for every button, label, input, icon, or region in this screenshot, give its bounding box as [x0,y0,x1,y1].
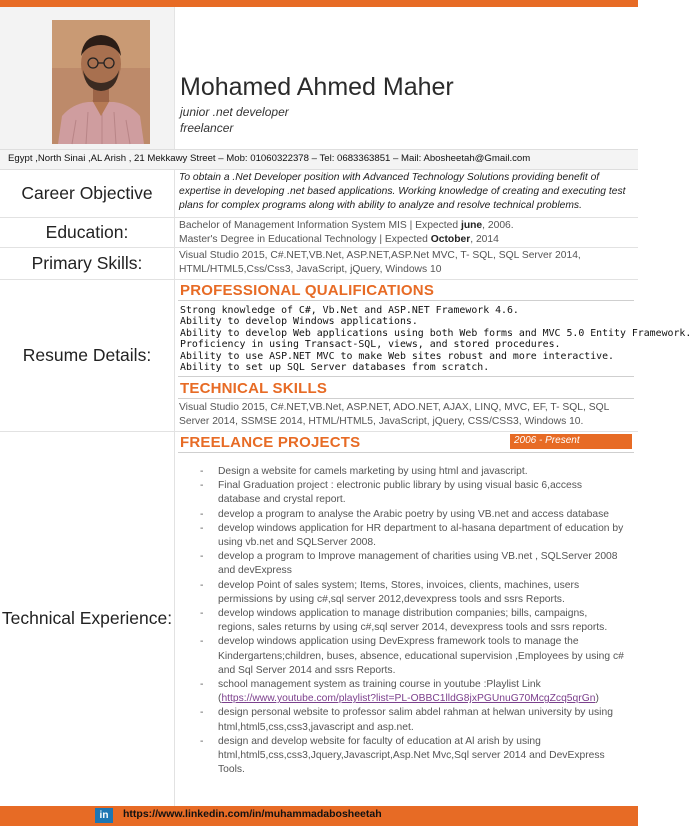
resume-details-label: Resume Details: [0,280,175,432]
primary-skills-label: Primary Skills: [0,248,175,280]
project-item: - develop windows application for HR department to al-hasana department of education by using vb.net and SQLServer 2008. [200,522,624,549]
project-item: - Final Graduation project : electronic public library by using visual basic 6,access database and crystal report. [200,480,582,506]
education-degree-2: Master's Degree in Educational Technology | Expected October, 2014 [179,234,499,245]
row-divider [175,279,638,280]
row-divider [175,217,638,218]
technical-skills-heading: TECHNICAL SKILLS [180,380,328,397]
qualification-line: Ability to use ASP.NET MVC to make Web sites robust and more interactive. [180,350,615,362]
section-divider [178,376,634,377]
row-divider [175,247,638,248]
freelance-period-badge: 2006 - Present [510,434,632,449]
project-item: - design and develop website for faculty of education at Al arish by using html,html5,css,css3,Jquery,Javascript,Asp.Net Mvc,Sql server 2014 and DevExpress Tools. [200,735,605,776]
professional-qualifications-heading: PROFESSIONAL QUALIFICATIONS [180,282,435,299]
job-title: junior .net developer [180,105,289,119]
project-item: - develop windows application using DevExpress framework tools to manage the Kindergartens;children, buses, absence, educational supervision ,Employees by using c# and Sql Server 2014 and ssrs Reports. [200,636,624,676]
youtube-playlist-link[interactable]: https://www.youtube.com/playlist?list=PL-OBBC1lldG8jxPGUnuG70McgZcq5qrGn [221,693,596,705]
linkedin-url[interactable]: https://www.linkedin.com/in/muhammadabosheetah [123,808,382,820]
project-item: - school management system as training course in youtube :Playlist Link (https://www.youtube.com/playlist?list=PL-OBBC1lldG8jxPGUnuG70McgZcq5qrGn) [200,679,599,705]
freelance-projects-heading: FREELANCE PROJECTS [180,434,361,451]
project-item: - develop a program to analyse the Arabic poetry by using VB.net and access database [200,508,609,520]
heading-underline [178,300,634,301]
qualification-line: Proficiency in using Transact-SQL, views, and stored procedures. [180,339,561,351]
job-subtitle: freelancer [180,121,234,135]
row-divider [175,431,638,432]
candidate-name: Mohamed Ahmed Maher [180,73,454,101]
technical-experience-label: Technical Experience: [0,432,175,806]
qualification-line: Ability to develop Windows applications. [180,316,418,328]
career-objective-text: To obtain a .Net Developer position with Advanced Technology Solutions providing benefit of expertise in developing .net based applications. Working knowledge of creating and executing test plans for complex programs along with ability to analyze and resolve technical problems. [179,172,626,211]
education-degree-1: Bachelor of Management Information System MIS | Expected june, 2006. [179,220,514,231]
heading-underline [178,398,634,399]
project-item: - develop Point of sales system; Items, Stores, invoices, clients, machines, users permissions by using c#,sql server 2012,devexpress tools and ssrs Reports. [200,579,580,605]
qualification-line: Ability to develop Web applications using both Web forms and MVC 5.0 Entity Framework. [180,327,691,339]
contact-line: Egypt ,North Sinai ,AL Arish , 21 Mekkawy Street – Mob: 01060322378 – Tel: 0683363851 – Mail: Abosheetah@Gmail.com [0,149,638,170]
project-item: - develop windows application to manage distribution companies; bills, campaigns, regions, sales returns by using c#,sql server 2014, devexpress tools and ssrs reports. [200,608,608,634]
qualification-line: Ability to set up SQL Server databases from scratch. [180,362,490,373]
heading-underline [178,452,634,453]
primary-skills-text: Visual Studio 2015, C#.NET,VB.Net, ASP.NET,ASP.Net MVC, T- SQL, SQL Server 2014, HTML/HTML5,Css/Css3, JavaScript, jQuery, Windows 10 [179,250,581,275]
project-item: - design personal website to professor salim abdel rahman at helwan university by using html,html5,css,css3,javascript and asp.net. [200,707,613,733]
linkedin-icon[interactable]: in [95,808,113,823]
career-objective-label: Career Objective [0,170,175,218]
education-label: Education: [0,218,175,248]
project-item: - develop a program to Improve management of charities using VB.net , SQLServer 2008 and devExpress [200,551,618,577]
freelance-project-list [188,465,626,777]
profile-photo [52,20,150,144]
project-item: - Design a website for camels marketing by using html and javascript. [200,466,528,477]
top-accent-bar [0,0,638,7]
technical-skills-text: Visual Studio 2015, C#.NET,VB.Net, ASP.NET, ADO.NET, AJAX, LINQ, MVC, EF, T- SQL, SQL Server 2014, SSMSE 2014, HTML/HTML5, JavaScript, jQuery, CSS/CSS3, Windows 10. [179,402,609,427]
qualification-line: Strong knowledge of C#, Vb.Net and ASP.NET Framework 4.6. [180,305,519,316]
